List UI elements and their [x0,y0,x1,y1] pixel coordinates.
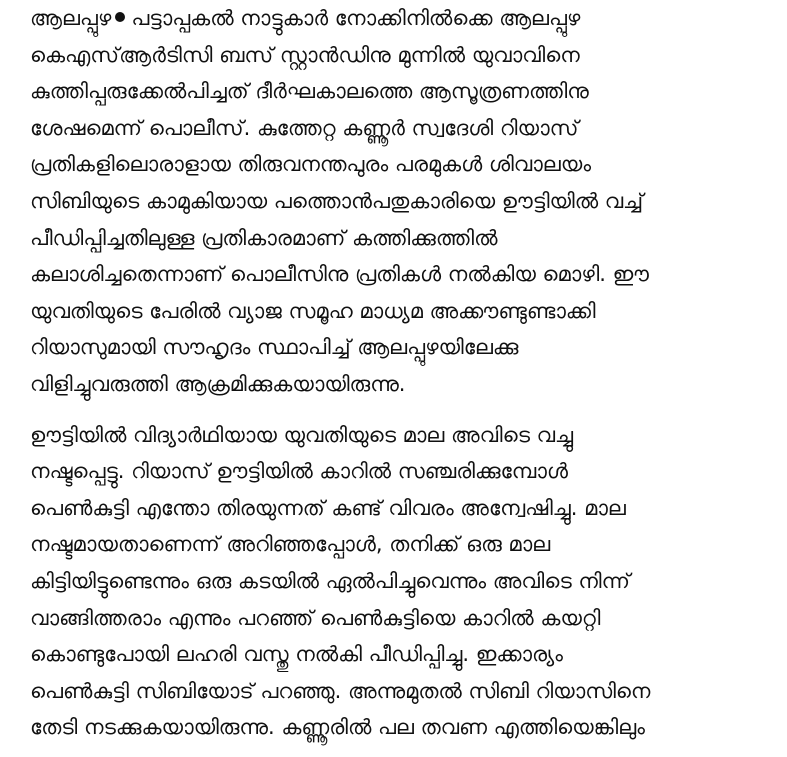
text-line-3: പെൺകുട്ടി എന്തോ തിരയുന്നത് കണ്ട് വിവരം അന്വേഷിച്ചു. മാല [30,495,626,520]
text-line-2: നഷ്ടപ്പെട്ടു. റിയാസ് ഊട്ടിയിൽ കാറിൽ സഞ്ചരിക്കുമ്പോൾ [30,459,568,484]
text-line-5: കിട്ടിയിട്ടുണ്ടെന്നും ഒരു കടയിൽ ഏൽപിച്ചുവെന്നും അവിടെ നിന്ന് [30,568,630,593]
paragraph-2 [30,417,782,746]
line-text: പട്ടാപ്പകൽ നാട്ടുകാർ നോക്കിനിൽക്കെ ആലപ്പുഴ [131,6,581,30]
text-line-4: നഷ്ടമായതാണെന്ന് അറിഞ്ഞപ്പോൾ, തനിക്ക് ഒരു മാല [30,532,551,557]
text-line-2: കെഎസ്ആർടിസി ബസ് സ്റ്റാൻഡിനു മുന്നിൽ യുവാവിനെ [30,42,580,67]
text-line-4: ശേഷമെന്ന് പൊലീസ്. കുത്തേറ്റ കണ്ണൂർ സ്വദേശി റിയാസ് [30,115,579,140]
text-line-6: സിബിയുടെ കാമുകിയായ പത്തൊൻപതുകാരിയെ ഊട്ടിയിൽ വച്ച് [30,188,644,213]
text-line-1 [30,0,782,37]
dateline: ആലപ്പുഴ [30,6,112,30]
bullet-icon [115,12,125,22]
text-line-9: യുവതിയുടെ പേരിൽ വ്യാജ സമൂഹ മാധ്യമ അക്കൗണ്ടുണ്ടാക്കി [30,298,596,323]
text-line-10: റിയാസുമായി സൗഹൃദം സ്ഥാപിച്ച് ആലപ്പുഴയിലേക്കു [30,335,519,360]
text-line-9: തേടി നടക്കുകയായിരുന്നു. കണ്ണൂരിൽ പല തവണ എത്തിയെങ്കിലും [30,715,645,740]
paragraph-1 [30,0,782,403]
text-line-5: പ്രതികളിലൊരാളായ തിരുവനന്തപുരം പരമുകൾ ശിവാലയം [30,152,592,177]
text-line-6: വാങ്ങിത്തരാം എന്നും പറഞ്ഞ് പെൺകുട്ടിയെ കാറിൽ കയറ്റി [30,605,601,630]
text-line-8: പെൺകുട്ടി സിബിയോട് പറഞ്ഞു. അന്നുമുതൽ സിബി റിയാസിനെ [30,678,651,703]
text-line-11: വിളിച്ചുവരുത്തി ആക്രമിക്കുകയായിരുന്നു. [30,371,406,396]
article-body [30,0,782,746]
text-line-7: പീഡിപ്പിച്ചതിലുള്ള പ്രതികാരമാണ് കത്തിക്കുത്തിൽ [30,225,498,250]
text-line-8: കലാശിച്ചതെന്നാണ് പൊലീസിനു പ്രതികൾ നൽകിയ മൊഴി. ഈ [30,262,649,287]
text-line-3: കുത്തിപ്പരുക്കേൽപിച്ചത് ദീർഘകാലത്തെ ആസൂത്രണത്തിനു [30,79,589,104]
text-line-1: ഊട്ടിയിൽ വിദ്യാർഥിയായ യുവതിയുടെ മാല അവിടെ വച്ചു [30,422,574,447]
text-line-7: കൊണ്ടുപോയി ലഹരി വസ്തു നൽകി പീഡിപ്പിച്ചു. ഇക്കാര്യം [30,642,563,667]
